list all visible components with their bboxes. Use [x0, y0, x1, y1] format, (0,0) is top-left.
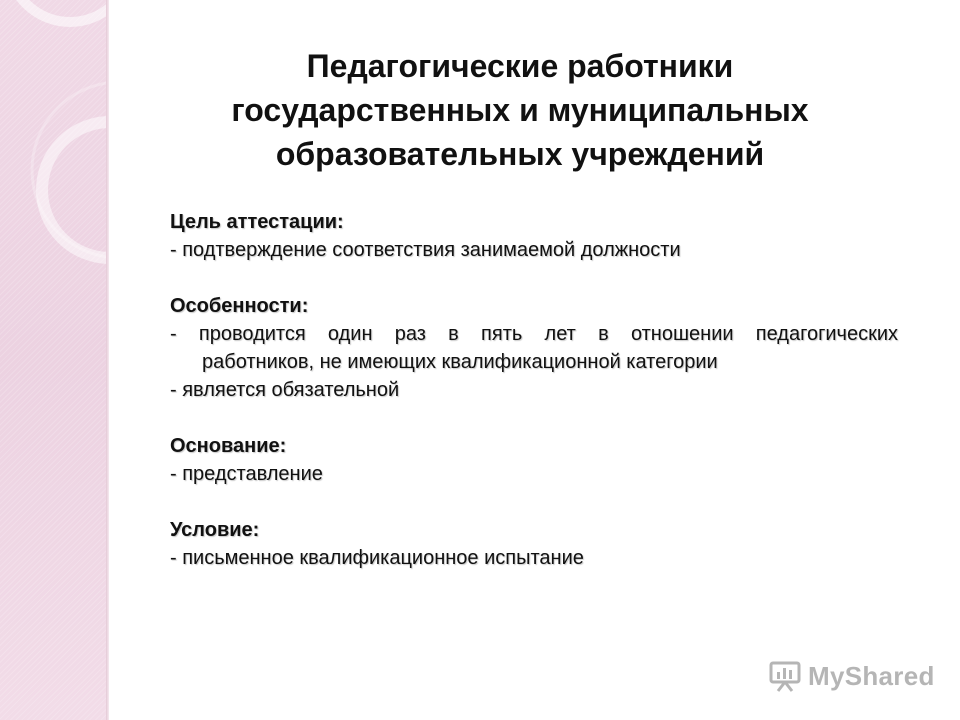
title-line: Педагогические работники — [306, 48, 734, 84]
decorative-sidebar — [0, 0, 106, 720]
section-heading-goal: Цель аттестации: — [170, 211, 344, 233]
presentation-board-icon — [768, 659, 802, 693]
watermark — [768, 656, 935, 696]
section-item: - представление — [170, 463, 323, 485]
title-line: государственных и муниципальных — [231, 92, 809, 128]
sidebar-edge — [106, 0, 109, 720]
title-line: образовательных учреждений — [275, 136, 765, 172]
section-item: - подтверждение соответствия занимаемой должности — [170, 239, 681, 261]
slide-body — [170, 208, 898, 572]
section-heading-basis: Основание: — [170, 435, 287, 457]
watermark-brand: MyShared — [808, 660, 935, 691]
slide-title — [150, 44, 890, 176]
section-item-continuation: работников, не имеющих квалификационной категории — [202, 351, 718, 373]
section-heading-condition: Условие: — [170, 519, 260, 541]
section-item: - является обязательной — [170, 379, 400, 401]
section-item: - проводится один раз в пять лет в отношении педагогических — [170, 323, 898, 345]
section-heading-features: Особенности: — [170, 295, 309, 317]
section-item: - письменное квалификационное испытание — [170, 547, 584, 569]
decorative-rings — [0, 0, 106, 720]
